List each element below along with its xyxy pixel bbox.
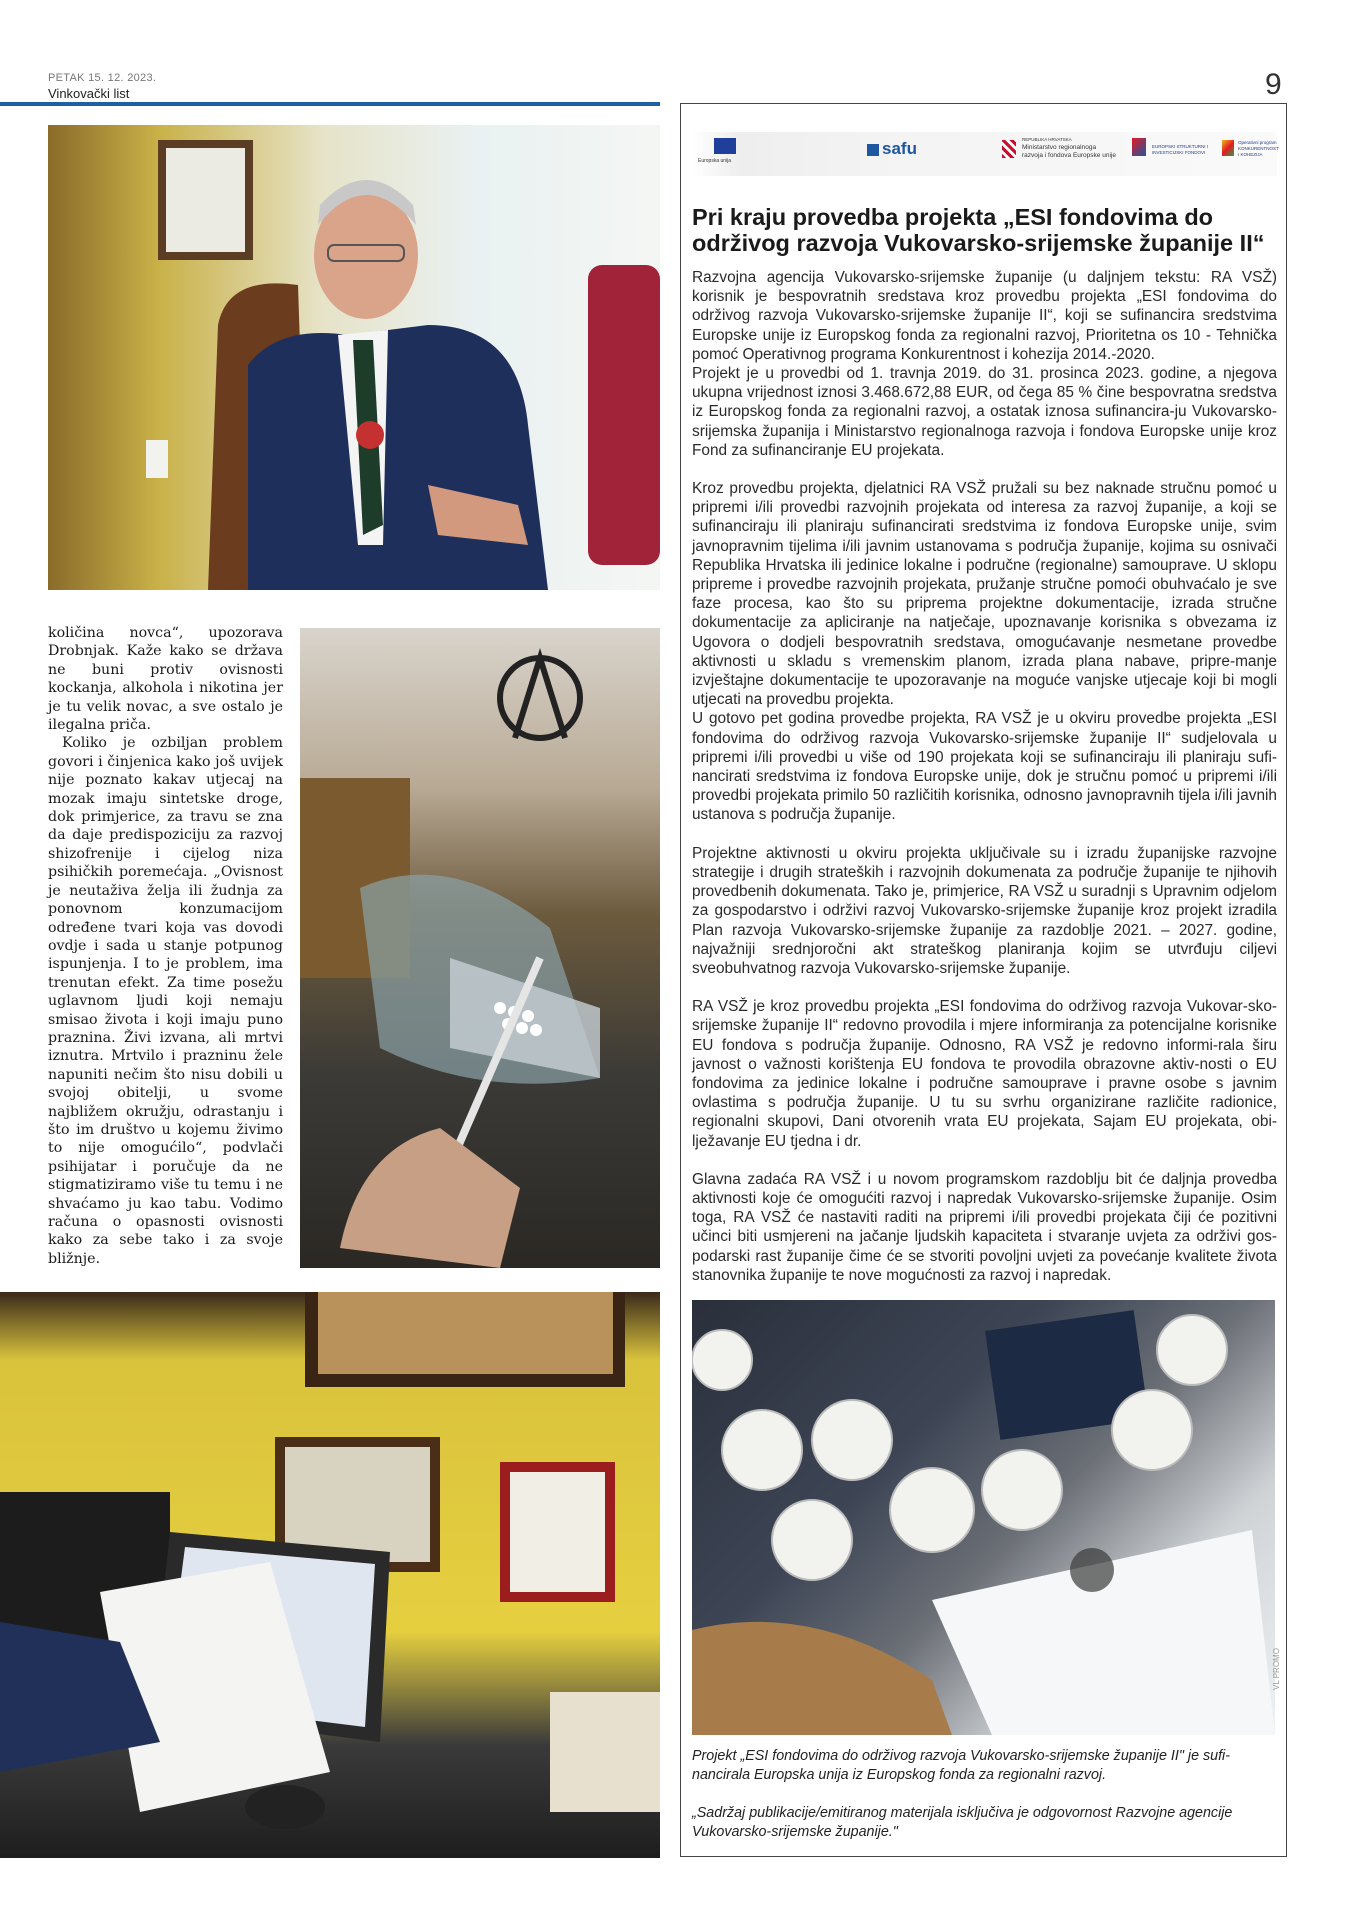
article-paragraph: Projekt je u provedbi od 1. travnja 2019. do 31. prosinca 2023. godine, a njegova ukupna vrijednost iznosi 3.468.672,88 EUR, od čega 85 % čine bespovratna sredstva iz Europskog fonda za regionalni razvoj, a ostatak iznosa sufinancira-ju Vukovarsko-srijemska županija i Ministarstvo regionalnoga razvoja i fondova Europske unije kroz Fond za sufinanciranje EU projekata.	[692, 365, 1277, 459]
article-paragraph: količina novca“, upozorava Drobnjak. Kaže kako se država ne buni protiv ovisnosti kockanja, alkohola i nikotina jer je tu velik novac, a sve ostalo je ilegalna priča.	[48, 625, 283, 734]
article-body	[692, 268, 1277, 1285]
article-headline: Pri kraju provedba projekta „ESI fondovima do održivog razvoja Vukovarsko-srijemske županije II“	[692, 204, 1265, 256]
article-paragraph: Projektne aktivnosti u okviru projekta uključivale su i izradu županijske razvojne strategije i drugih strateških i razvojnih dokumenata za područje županije te njihovih provedbenih dokumenata. Tako je, primjerice, RA VSŽ u suradnji s Upravnim odjelom za gospodarstvo i održivi razvoj Vukovarsko-srijemske županije kroz projekt izradila Plan razvoja Vukovarsko-srijemske županije za razdoblje 2021. – 2027. godine, najvažniji srednjoročni akt strateškog planiranja kojim se utvrđuju ciljevi sveobuhvatnog razvoja Vukovarsko-srijemske županije.	[692, 844, 1277, 977]
safu-logo: safu	[882, 139, 917, 158]
newspaper-name: Vinkovački list	[48, 86, 130, 101]
op-logo: Operativni program KONKURENTNOST I KOHEZIJA	[1238, 140, 1279, 157]
photo-promotional-materials	[692, 1300, 1275, 1735]
article-text-column	[48, 624, 283, 1268]
page-number: 9	[1265, 68, 1282, 101]
article-paragraph: RA VSŽ je kroz provedbu projekta „ESI fondovima do održivog razvoja Vukovar-sko-srijemske županije II“ redovno provodila i mjere informiranja za potencijalne korisnike EU fondova s područja županije. Odnosno, RA VSŽ je redovno informi-rala širu javnost o važnosti korištenja EU fondova te provodila obrazovne aktiv-nosti o EU fondovima za jedinice lokalne i područne samouprave i pravne osobe s javnim ovlastima s područja županije. U tu su svrhu organizirane različite radionice, regionalni skupovi, Dani otvorenih vrata EU projekata, Sajam EU projekata, obi-lježavanje EU tjedna i dr.	[692, 998, 1277, 1150]
ministry-logo-top: REPUBLIKA HRVATSKA	[1022, 137, 1072, 142]
ministry-logo: Ministarstvo regionalnoga razvoja i fondova Europske unije	[1022, 144, 1116, 159]
photo-credit: VL PROMO	[1272, 1648, 1281, 1690]
eu-flag-icon	[714, 138, 736, 154]
caption-text: Projekt „ESI fondovima do održivog razvoja Vukovarsko-srijemske županije II" je sufi-nancirala Europska unija iz Europskog fonda za regionalni razvoj.	[692, 1748, 1230, 1783]
article-paragraph: Glavna zadaća RA VSŽ i u novom programskom razdoblju bit će daljnja provedba aktivnosti koje će omogućiti razvoj i napredak Vukovarsko-srijemske županije. Osim toga, RA VSŽ će nastaviti raditi na pripremi i/ili provedbi projekata čiji će pozitivni učinci biti usmjereni na jačanje ljudskih kapaciteta i stvaranje uvjeta za održivi gos-podarski rast županije čime će se stvoriti povoljni uvjeti za povećanje kvalitete života stanovnika županije te nove mogućnosti za razvoj i napredak.	[692, 1170, 1277, 1284]
article-paragraph: Razvojna agencija Vukovarsko-srijemske županije (u daljnjem tekstu: RA VSŽ) korisnik je bespovratnih sredstava kroz provedbu projekta „ESI fondovima do održivog razvoja Vukovarsko-srijemske županije II“, koji se sufinancira sredstvima Europske unije iz Europskog fonda za regionalni razvoj, Prioritetna os 10 - Tehnička pomoć Operativnog programa Konkurentnost i kohezija 2014.-2020.	[692, 269, 1277, 363]
photo-office-desk	[0, 1292, 660, 1858]
header-rule	[0, 102, 660, 106]
esif-logo-icon	[1132, 138, 1146, 156]
esif-logo: EUROPSKI STRUKTURNI I INVESTICIJSKI FONDOVI	[1152, 144, 1209, 155]
photo-caption	[692, 1747, 1277, 1842]
funding-logos-bar	[692, 132, 1277, 176]
safu-logo-icon	[867, 144, 879, 156]
photo-syringe-pills	[300, 628, 660, 1268]
issue-date: PETAK 15. 12. 2023.	[48, 72, 157, 84]
article-paragraph: U gotovo pet godina provedbe projekta, RA VSŽ je u okviru provedbe projekta „ESI fondovima do održivog razvoja Vukovarsko-srijemske županije II“ sudjelovala u pripremi i/ili provedbi u više od 190 projekata koji se sufinanciraju ili planiraju sufi-nancirati sredstvima iz fondova Europske unije, dok je stručnu pomoć u pripremi i/ili provedbi projekata primilo 50 različitih korisnika, odnosno javnopravnih tijela i/ili javnih ustanova s područja županije.	[692, 710, 1277, 824]
op-logo-icon	[1222, 140, 1234, 156]
photo-psychiatrist-portrait	[48, 125, 660, 590]
disclaimer-text: „Sadržaj publikacije/emitiranog materijala isključiva je odgovornost Razvojne agencije Vukovarsko-srijemske županije."	[692, 1805, 1233, 1840]
article-paragraph: Kroz provedbu projekta, djelatnici RA VSŽ pružali su bez naknade stručnu pomoć u pripremi i/ili provedbi razvojnih projekata od interesa za razvoj županije, a koji se sufinanciraju ili planiraju sufinancirati sredstvima iz fondova Europske unije, svim javnopravnim tijelima i/ili javnim ustanovama s područja županije, kojima su osnivači Republika Hrvatska ili jedinice lokalne i područne (regionalne) samouprave. U sklopu pripreme i provedbe razvojnih projekata, pružanje stručne pomoći obuhvaćalo je sve faze procesa, kao što su priprema projektne dokumentacije, izrada stručne dokumentacije za apliciranje na natječaje, upoznavanje korisnika s obvezama iz Ugovora o dodjeli bespovratnih sredstava, omogućavanje nesmetane provedbe aktivnosti u skladu s vremenskim planom, izrada plana nabave, pripre-manje izvještajne dokumentacije te upozoravanje na moguće vanjske utjecaje koji bi mogli utjecati na provedbu projekta.	[692, 480, 1277, 709]
article-paragraph: Koliko je ozbiljan problem govori i činjenica kako još uvijek nije poznato kakav utjecaj na mozak imaju sintetske droge, dok primjerice, za travu se zna da daje predispoziciju za razvoj shizofrenije i cijelog niza psihičkih poremećaja. „Ovisnost je neutaživa želja ili žudnja za ponovnom konzumacijom određene tvari koja vas dovodi ovdje i sada u stanje potpunog ispunjenja. I to je problem, ima trenutan efekt. Za time posežu uglavnom ljudi koji nemaju smisao života i koji imaju puno praznina. Živi izvana, ali mrtvi iznutra. Mrtvilo i prazninu žele napuniti nečim što nisu dobili u svojoj obitelji, u svome najbližem okružju, odrastanju i što im društvo u kojemu živimo to nije omogućilo“, podvlači psihijatar i poručuje da ne stigmatiziramo više tu temu i ne shvaćamo ju kao tabu. Vodimo računa o opasnosti ovisnosti kako za sebe tako i za svoje bližnje.	[48, 735, 283, 1267]
croatian-coat-of-arms-icon	[1002, 140, 1016, 158]
eu-logo-label: Europska unija	[698, 158, 732, 164]
